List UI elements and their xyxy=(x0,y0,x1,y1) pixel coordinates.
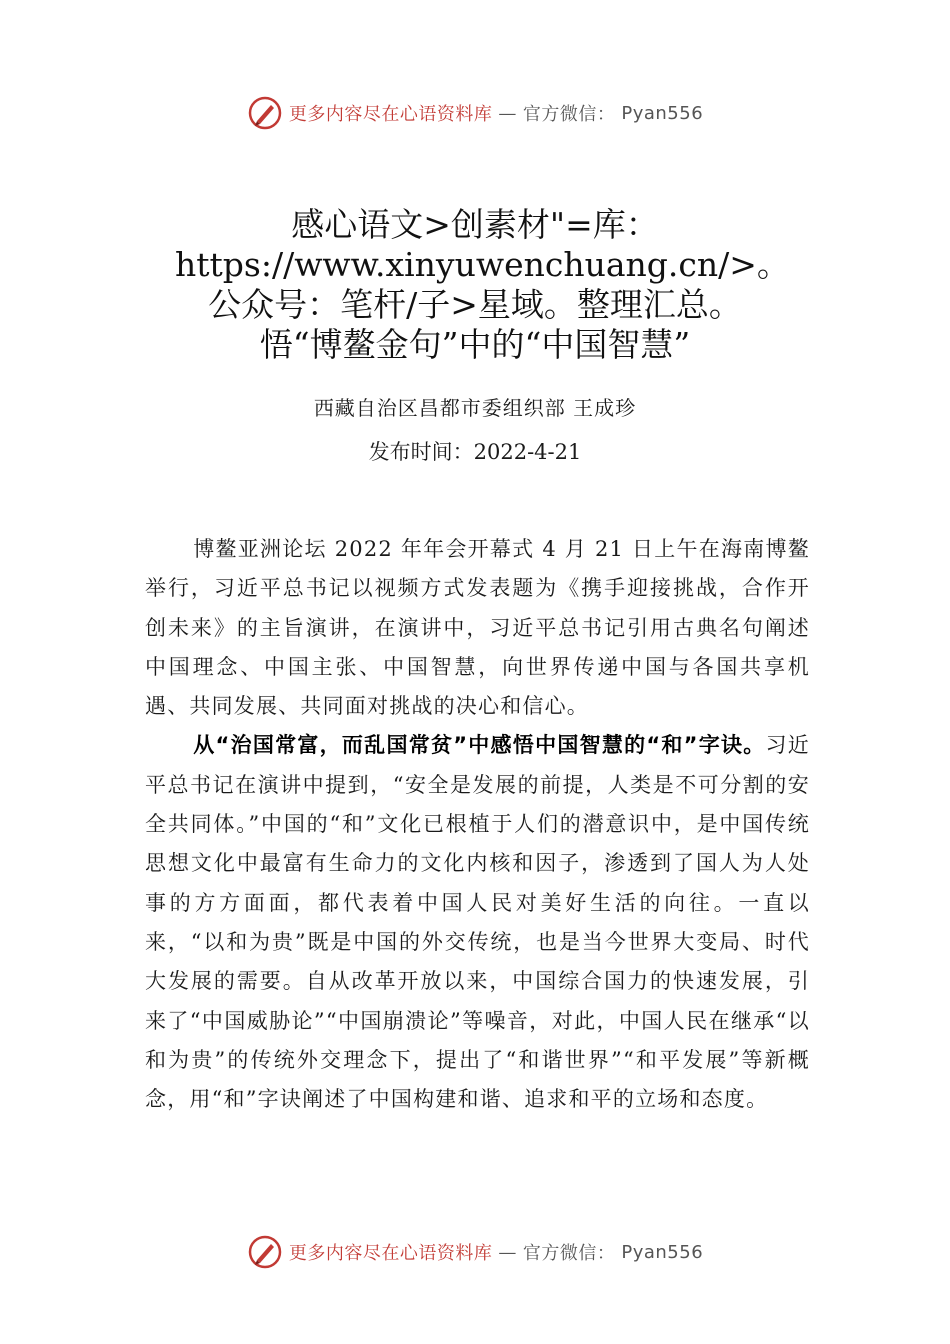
article-pubdate: 发布时间：2022-4-21 xyxy=(368,440,582,464)
pen-logo-icon xyxy=(247,1234,283,1270)
article-title: 感心语文>创素材"=库：https://www.xinyuwenchuang.cn/>。公众号：笔杆/子>星域。整理汇总。悟“博鳌金句”中的“中国智慧” xyxy=(175,205,790,364)
banner-separator: — xyxy=(498,1241,517,1263)
banner-text: 更多内容尽在心语资料库 xyxy=(288,104,493,125)
paragraph-2 xyxy=(145,726,810,1119)
paragraph-1: 博鳌亚洲论坛 2022 年年会开幕式 4 月 21 日上午在海南博鳌举行，习近平总书记以视频方式发表题为《携手迎接挑战，合作开创未来》的主旨演讲，在演讲中，习近平总书记引用古典名句阐述中国理念、中国主张、中国智慧，向世界传递中国与各国共享机遇、共同发展、共同面对挑战的决心和信心。 xyxy=(145,537,810,719)
article-author: 西藏自治区昌都市委组织部 王成珍 xyxy=(313,396,637,420)
paragraph-2-lead: 从“治国常富，而乱国常贫”中感悟中国智慧的“和”字诀。 xyxy=(193,733,766,758)
banner-wechat-id: Pyan556 xyxy=(621,102,704,124)
banner-wechat-label: 官方微信： xyxy=(522,1243,616,1264)
paragraph-2-body: 习近平总书记在演讲中提到，“安全是发展的前提，人类是不可分割的安全共同体。”中国的“和”文化已根植于人们的潜意识中，是中国传统思想文化中最富有生命力的文化内核和因子，渗透到了国人为人处事的方方面面，都代表着中国人民对美好生活的向往。一直以来，“以和为贵”既是中国的外交传统，也是当今世界大变局、时代大发展的需要。自从改革开放以来，中国综合国力的快速发展，引来了“中国威胁论”“中国崩溃论”等噪音，对此，中国人民在继承“以和为贵”的传统外交理念下，提出了“和谐世界”“和平发展”等新概念，用“和”字诀阐述了中国构建和谐、追求和平的立场和态度。 xyxy=(145,733,810,1112)
banner-wechat-id: Pyan556 xyxy=(621,1241,704,1263)
footer-banner xyxy=(0,1232,950,1272)
banner-separator: — xyxy=(498,102,517,124)
article-body xyxy=(145,530,810,1119)
header-banner xyxy=(0,93,950,133)
banner-wechat-label: 官方微信： xyxy=(522,104,616,125)
banner-text: 更多内容尽在心语资料库 xyxy=(288,1243,493,1264)
pen-logo-icon xyxy=(247,95,283,131)
